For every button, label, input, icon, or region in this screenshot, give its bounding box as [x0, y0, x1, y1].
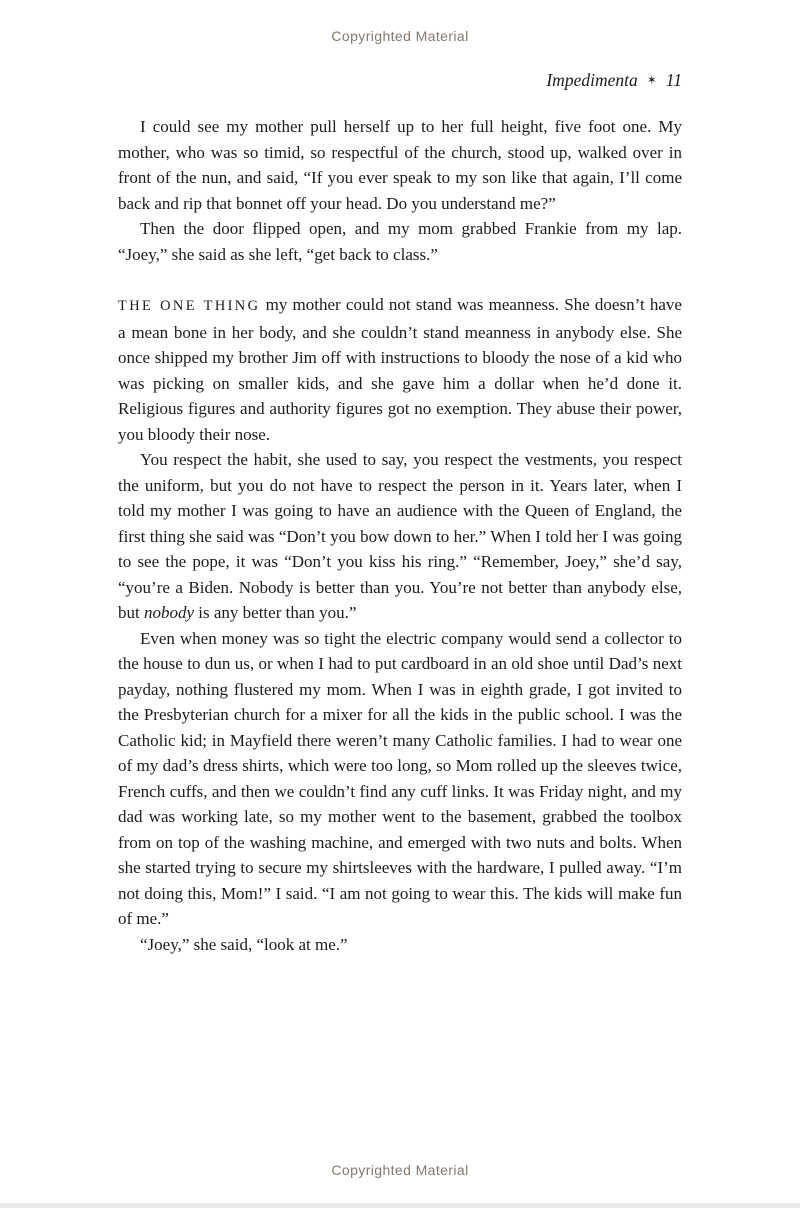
paragraph: [118, 216, 682, 267]
text-run-normal: my mother could not stand was meanness. She doesn’t have a mean bone in her body, and she couldn’t stand meanness in anybody else. She once shipped my brother Jim off with instructions to bloody the nose of a kid who was picking on smaller kids, and she gave him a dollar when he’d done it. Religious figures and authority figures got no exemption. They abuse their power, you bloody their nose.: [118, 295, 682, 444]
text-run-italic: nobody: [143, 603, 195, 622]
text-run-normal: “Joey,” she said, “look at me.”: [140, 934, 348, 954]
paragraph: [118, 114, 682, 216]
page-bottom-edge: [0, 1203, 800, 1208]
page-body: [118, 114, 682, 957]
copyright-notice-bottom: Copyrighted Material: [331, 1162, 469, 1178]
star-separator-icon: ✶: [646, 73, 657, 87]
paragraph: [118, 447, 682, 626]
running-head: [118, 70, 682, 91]
text-run-normal: is any better than you.”: [194, 603, 357, 622]
paragraph: [118, 932, 682, 958]
text-run-normal: You respect the habit, she used to say, you respect the vestments, you respect the uniform, but you do not have to respect the person in it. Years later, when I told my mother I was going to have an audience with the Queen of England, the first thing she said was “Don’t you bow down to her.” When I told her I was going to see the pope, it was “Don’t you kiss his ring.” “Remember, Joey,” she’d say, “you’re a Biden. Nobody is better than you. You’re not better than anybody else, but: [118, 450, 682, 622]
paragraph: [118, 292, 682, 447]
page-number: 11: [665, 70, 682, 90]
paragraph: [118, 626, 682, 932]
text-run-normal: Then the door flipped open, and my mom grabbed Frankie from my lap. “Joey,” she said as she left, “get back to class.”: [118, 219, 682, 264]
text-run-smallcaps: THE ONE THING: [118, 298, 261, 314]
text-run-normal: I could see my mother pull herself up to her full height, five foot one. My mother, who was so timid, so respectful of the church, stood up, walked over in front of the nun, and said, “If you ever speak to my son like that again, I’ll come back and rip that bonnet off your head. Do you understand me?”: [118, 117, 682, 213]
chapter-title: Impedimenta: [546, 70, 638, 90]
copyright-notice-top: Copyrighted Material: [331, 28, 469, 44]
text-run-normal: Even when money was so tight the electric company would send a collector to the house to dun us, or when I had to put cardboard in an old shoe until Dad’s next payday, nothing flustered my mom. When I was in eighth grade, I got invited to the Presbyterian church for a mixer for all the kids in the public school. I was the Catholic kid; in Mayfield there weren’t many Catholic families. I had to wear one of my dad’s dress shirts, which were too long, so Mom rolled up the sleeves twice, French cuffs, and then we couldn’t find any cuff links. It was Friday night, and my dad was working late, so my mother went to the basement, grabbed the toolbox from on top of the washing machine, and emerged with two nuts and bolts. When she started trying to secure my shirtsleeves with the hardware, I pulled away. “I’m not doing this, Mom!” I said. “I am not going to wear this. The kids will make fun of me.”: [118, 628, 682, 928]
